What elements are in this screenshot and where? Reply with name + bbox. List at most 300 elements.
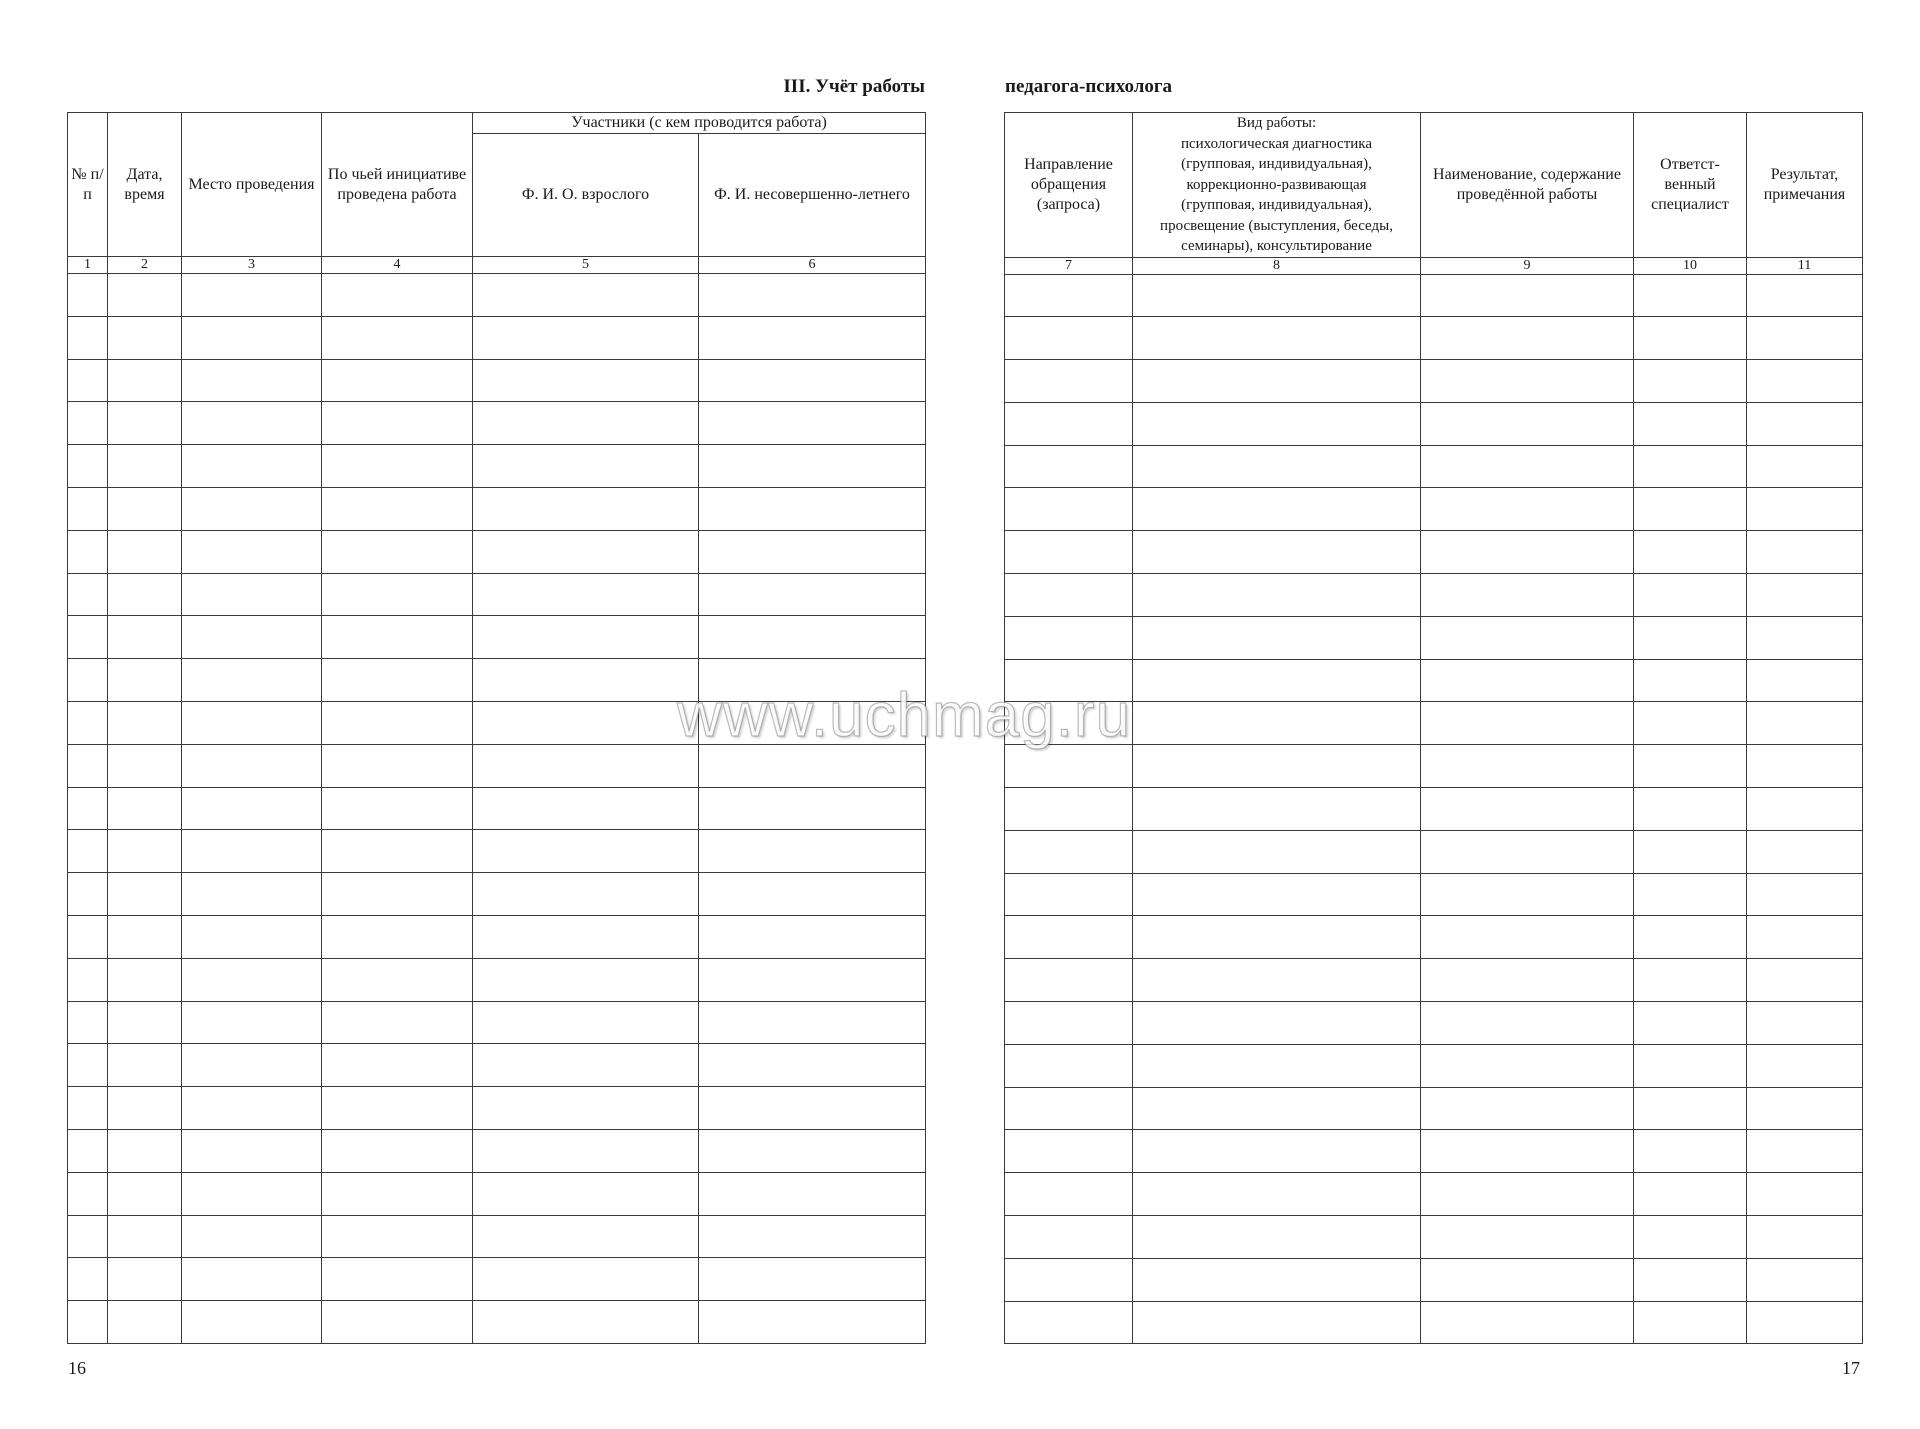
blank-cell[interactable] <box>1747 873 1863 916</box>
blank-cell[interactable] <box>1634 830 1747 873</box>
blank-cell[interactable] <box>473 830 699 873</box>
blank-cell[interactable] <box>1005 1087 1133 1130</box>
blank-cell[interactable] <box>68 958 108 1001</box>
blank-cell[interactable] <box>699 787 926 830</box>
blank-cell[interactable] <box>1634 1087 1747 1130</box>
blank-cell[interactable] <box>322 616 473 659</box>
blank-cell[interactable] <box>473 873 699 916</box>
blank-cell[interactable] <box>182 958 322 1001</box>
blank-cell[interactable] <box>1133 616 1421 659</box>
blank-cell[interactable] <box>182 1172 322 1215</box>
column-number: 10 <box>1634 257 1747 274</box>
blank-cell[interactable] <box>1005 531 1133 574</box>
blank-cell[interactable] <box>1421 1087 1634 1130</box>
blank-cell[interactable] <box>699 1129 926 1172</box>
blank-cell[interactable] <box>1005 1044 1133 1087</box>
blank-cell[interactable] <box>1005 1258 1133 1301</box>
blank-cell[interactable] <box>1634 317 1747 360</box>
blank-cell[interactable] <box>473 659 699 702</box>
blank-cell[interactable] <box>182 445 322 488</box>
blank-cell[interactable] <box>108 830 182 873</box>
blank-cell[interactable] <box>68 359 108 402</box>
blank-cell[interactable] <box>1634 1130 1747 1173</box>
blank-cell[interactable] <box>473 1087 699 1130</box>
blank-cell[interactable] <box>108 616 182 659</box>
blank-cell[interactable] <box>108 487 182 530</box>
blank-cell[interactable] <box>322 1215 473 1258</box>
blank-cell[interactable] <box>1634 1044 1747 1087</box>
blank-cell[interactable] <box>1005 788 1133 831</box>
blank-cell[interactable] <box>1634 659 1747 702</box>
blank-cell[interactable] <box>68 873 108 916</box>
blank-cell[interactable] <box>1005 274 1133 317</box>
blank-cell[interactable] <box>1421 531 1634 574</box>
blank-cell[interactable] <box>1133 317 1421 360</box>
blank-cell[interactable] <box>108 915 182 958</box>
blank-cell[interactable] <box>322 1172 473 1215</box>
blank-cell[interactable] <box>1421 659 1634 702</box>
blank-cell[interactable] <box>108 530 182 573</box>
blank-cell[interactable] <box>68 1301 108 1344</box>
blank-cell[interactable] <box>1747 659 1863 702</box>
blank-cell[interactable] <box>1421 1258 1634 1301</box>
blank-cell[interactable] <box>1133 702 1421 745</box>
blank-cell[interactable] <box>1421 788 1634 831</box>
blank-cell[interactable] <box>473 402 699 445</box>
blank-cell[interactable] <box>699 1301 926 1344</box>
blank-cell[interactable] <box>68 1001 108 1044</box>
blank-cell[interactable] <box>322 316 473 359</box>
blank-cell[interactable] <box>1421 445 1634 488</box>
column-number: 2 <box>108 257 182 274</box>
blank-cell[interactable] <box>1421 873 1634 916</box>
blank-cell[interactable] <box>473 274 699 317</box>
blank-cell[interactable] <box>699 573 926 616</box>
blank-cell[interactable] <box>108 573 182 616</box>
blank-cell[interactable] <box>68 616 108 659</box>
blank-cell[interactable] <box>1634 274 1747 317</box>
blank-cell[interactable] <box>1421 317 1634 360</box>
blank-cell[interactable] <box>1747 317 1863 360</box>
blank-cell[interactable] <box>1133 360 1421 403</box>
table-row <box>1005 1258 1863 1301</box>
blank-cell[interactable] <box>473 316 699 359</box>
blank-cell[interactable] <box>182 1001 322 1044</box>
blank-cell[interactable] <box>1005 873 1133 916</box>
blank-cell[interactable] <box>68 573 108 616</box>
blank-cell[interactable] <box>699 1215 926 1258</box>
blank-cell[interactable] <box>68 1087 108 1130</box>
blank-cell[interactable] <box>1747 616 1863 659</box>
blank-cell[interactable] <box>108 359 182 402</box>
blank-cell[interactable] <box>1133 959 1421 1002</box>
blank-cell[interactable] <box>322 1301 473 1344</box>
blank-cell[interactable] <box>322 359 473 402</box>
table-row <box>1005 317 1863 360</box>
blank-cell[interactable] <box>1634 873 1747 916</box>
blank-cell[interactable] <box>182 787 322 830</box>
blank-cell[interactable] <box>108 1172 182 1215</box>
blank-cell[interactable] <box>108 1044 182 1087</box>
table-row <box>1005 488 1863 531</box>
blank-cell[interactable] <box>1747 402 1863 445</box>
blank-cell[interactable] <box>68 744 108 787</box>
blank-cell[interactable] <box>322 573 473 616</box>
blank-cell[interactable] <box>68 445 108 488</box>
blank-cell[interactable] <box>473 616 699 659</box>
blank-cell[interactable] <box>1133 402 1421 445</box>
blank-cell[interactable] <box>322 744 473 787</box>
blank-cell[interactable] <box>473 958 699 1001</box>
blank-cell[interactable] <box>473 1215 699 1258</box>
blank-cell[interactable] <box>1421 488 1634 531</box>
page-title-left: III. Учёт работы <box>783 76 925 97</box>
blank-cell[interactable] <box>1747 916 1863 959</box>
blank-cell[interactable] <box>1747 1044 1863 1087</box>
blank-cell[interactable] <box>699 1087 926 1130</box>
blank-cell[interactable] <box>322 1087 473 1130</box>
blank-cell[interactable] <box>1747 1173 1863 1216</box>
table-row <box>68 1044 926 1087</box>
blank-cell[interactable] <box>182 530 322 573</box>
work-type-line: просвещение (выступления, беседы, <box>1160 217 1393 234</box>
blank-cell[interactable] <box>322 659 473 702</box>
blank-cell[interactable] <box>1634 1002 1747 1045</box>
blank-cell[interactable] <box>473 915 699 958</box>
blank-cell[interactable] <box>473 487 699 530</box>
blank-cell[interactable] <box>182 274 322 317</box>
blank-cell[interactable] <box>1421 1002 1634 1045</box>
blank-cell[interactable] <box>699 274 926 317</box>
blank-cell[interactable] <box>182 487 322 530</box>
blank-cell[interactable] <box>473 359 699 402</box>
blank-cell[interactable] <box>322 830 473 873</box>
table-row <box>1005 445 1863 488</box>
blank-cell[interactable] <box>182 659 322 702</box>
blank-cell[interactable] <box>473 1258 699 1301</box>
blank-cell[interactable] <box>473 1301 699 1344</box>
blank-cell[interactable] <box>1005 745 1133 788</box>
blank-cell[interactable] <box>1005 830 1133 873</box>
blank-cell[interactable] <box>699 359 926 402</box>
blank-cell[interactable] <box>699 1044 926 1087</box>
blank-cell[interactable] <box>1747 1301 1863 1344</box>
blank-cell[interactable] <box>1421 959 1634 1002</box>
blank-cell[interactable] <box>322 1001 473 1044</box>
blank-cell[interactable] <box>108 659 182 702</box>
blank-cell[interactable] <box>699 487 926 530</box>
blank-cell[interactable] <box>1005 916 1133 959</box>
table-row <box>68 359 926 402</box>
blank-cell[interactable] <box>1421 702 1634 745</box>
blank-cell[interactable] <box>473 530 699 573</box>
blank-cell[interactable] <box>473 1044 699 1087</box>
blank-cell[interactable] <box>473 701 699 744</box>
blank-cell[interactable] <box>68 1215 108 1258</box>
blank-cell[interactable] <box>1634 574 1747 617</box>
blank-cell[interactable] <box>182 873 322 916</box>
table-row <box>68 1301 926 1344</box>
blank-cell[interactable] <box>1421 1173 1634 1216</box>
blank-cell[interactable] <box>1005 488 1133 531</box>
table-row <box>1005 1301 1863 1344</box>
blank-cell[interactable] <box>68 915 108 958</box>
blank-cell[interactable] <box>1133 1216 1421 1259</box>
blank-cell[interactable] <box>699 445 926 488</box>
blank-cell[interactable] <box>182 744 322 787</box>
blank-cell[interactable] <box>108 274 182 317</box>
blank-cell[interactable] <box>68 830 108 873</box>
blank-cell[interactable] <box>1133 916 1421 959</box>
blank-cell[interactable] <box>108 1087 182 1130</box>
blank-cell[interactable] <box>68 316 108 359</box>
blank-cell[interactable] <box>68 274 108 317</box>
blank-cell[interactable] <box>1747 1258 1863 1301</box>
blank-cell[interactable] <box>68 402 108 445</box>
blank-cell[interactable] <box>1747 531 1863 574</box>
blank-cell[interactable] <box>1133 1130 1421 1173</box>
blank-cell[interactable] <box>108 701 182 744</box>
blank-cell[interactable] <box>108 1215 182 1258</box>
blank-cell[interactable] <box>322 530 473 573</box>
blank-cell[interactable] <box>1747 788 1863 831</box>
blank-cell[interactable] <box>1133 788 1421 831</box>
blank-cell[interactable] <box>1421 360 1634 403</box>
blank-cell[interactable] <box>1747 1130 1863 1173</box>
blank-cell[interactable] <box>1747 360 1863 403</box>
blank-cell[interactable] <box>699 616 926 659</box>
blank-cell[interactable] <box>322 701 473 744</box>
blank-cell[interactable] <box>1133 531 1421 574</box>
blank-cell[interactable] <box>182 701 322 744</box>
blank-cell[interactable] <box>1005 1002 1133 1045</box>
blank-cell[interactable] <box>182 830 322 873</box>
blank-cell[interactable] <box>1634 745 1747 788</box>
blank-cell[interactable] <box>473 445 699 488</box>
blank-cell[interactable] <box>108 787 182 830</box>
blank-cell[interactable] <box>68 1258 108 1301</box>
blank-cell[interactable] <box>322 915 473 958</box>
blank-cell[interactable] <box>1133 873 1421 916</box>
work-type-line: семинары), консультирование <box>1181 238 1372 254</box>
blank-cell[interactable] <box>1133 659 1421 702</box>
header-adult: Ф. И. О. взрослого <box>473 134 699 257</box>
blank-cell[interactable] <box>1005 1301 1133 1344</box>
table-row <box>68 445 926 488</box>
blank-cell[interactable] <box>699 1172 926 1215</box>
blank-cell[interactable] <box>473 1129 699 1172</box>
blank-cell[interactable] <box>322 274 473 317</box>
blank-cell[interactable] <box>1634 788 1747 831</box>
blank-cell[interactable] <box>1005 959 1133 1002</box>
work-type-line: (групповая, индивидуальная), <box>1181 197 1372 213</box>
blank-cell[interactable] <box>1747 488 1863 531</box>
blank-cell[interactable] <box>1421 402 1634 445</box>
header-responsible: Ответст-венный специалист <box>1634 113 1747 258</box>
blank-cell[interactable] <box>699 830 926 873</box>
table-row <box>1005 788 1863 831</box>
blank-cell[interactable] <box>1747 574 1863 617</box>
blank-cell[interactable] <box>108 1129 182 1172</box>
blank-cell[interactable] <box>1133 1258 1421 1301</box>
blank-cell[interactable] <box>182 402 322 445</box>
header-result: Результат, примечания <box>1747 113 1863 258</box>
blank-cell[interactable] <box>322 787 473 830</box>
blank-cell[interactable] <box>1421 1301 1634 1344</box>
blank-cell[interactable] <box>1634 531 1747 574</box>
blank-cell[interactable] <box>322 445 473 488</box>
blank-cell[interactable] <box>68 787 108 830</box>
blank-cell[interactable] <box>1634 445 1747 488</box>
blank-cell[interactable] <box>322 1258 473 1301</box>
blank-cell[interactable] <box>108 1301 182 1344</box>
blank-cell[interactable] <box>699 402 926 445</box>
header-work-type <box>1133 113 1421 258</box>
blank-cell[interactable] <box>1005 360 1133 403</box>
blank-cell[interactable] <box>1133 1301 1421 1344</box>
blank-cell[interactable] <box>322 487 473 530</box>
blank-cell[interactable] <box>108 1258 182 1301</box>
blank-cell[interactable] <box>699 873 926 916</box>
blank-cell[interactable] <box>182 1215 322 1258</box>
table-row <box>68 1215 926 1258</box>
work-type-title: Вид работы: <box>1236 115 1317 131</box>
blank-cell[interactable] <box>108 744 182 787</box>
blank-cell[interactable] <box>68 530 108 573</box>
blank-cell[interactable] <box>1133 445 1421 488</box>
blank-cell[interactable] <box>182 1044 322 1087</box>
blank-cell[interactable] <box>182 616 322 659</box>
blank-cell[interactable] <box>1634 959 1747 1002</box>
blank-cell[interactable] <box>1005 317 1133 360</box>
blank-cell[interactable] <box>1421 1216 1634 1259</box>
blank-cell[interactable] <box>1634 1173 1747 1216</box>
header-no: № п/п <box>68 113 108 257</box>
blank-cell[interactable] <box>1005 1173 1133 1216</box>
blank-cell[interactable] <box>108 873 182 916</box>
header-direction: Направление обращения (запроса) <box>1005 113 1133 258</box>
blank-cell[interactable] <box>182 316 322 359</box>
blank-cell[interactable] <box>699 1258 926 1301</box>
blank-cell[interactable] <box>108 316 182 359</box>
blank-cell[interactable] <box>699 915 926 958</box>
blank-cell[interactable] <box>1005 402 1133 445</box>
blank-cell[interactable] <box>1634 402 1747 445</box>
blank-cell[interactable] <box>108 958 182 1001</box>
blank-cell[interactable] <box>1747 1002 1863 1045</box>
blank-cell[interactable] <box>1747 745 1863 788</box>
blank-cell[interactable] <box>1634 1216 1747 1259</box>
table-row <box>68 787 926 830</box>
blank-cell[interactable] <box>1421 745 1634 788</box>
blank-cell[interactable] <box>1005 445 1133 488</box>
blank-cell[interactable] <box>1421 574 1634 617</box>
blank-cell[interactable] <box>182 359 322 402</box>
blank-cell[interactable] <box>1421 1044 1634 1087</box>
blank-cell[interactable] <box>699 958 926 1001</box>
blank-cell[interactable] <box>699 316 926 359</box>
header-initiative: По чьей инициативе проведена работа <box>322 113 473 257</box>
blank-cell[interactable] <box>473 744 699 787</box>
blank-cell[interactable] <box>68 1129 108 1172</box>
blank-cell[interactable] <box>68 1044 108 1087</box>
blank-cell[interactable] <box>322 873 473 916</box>
blank-cell[interactable] <box>322 958 473 1001</box>
table-row <box>1005 1130 1863 1173</box>
blank-cell[interactable] <box>68 659 108 702</box>
blank-cell[interactable] <box>68 1172 108 1215</box>
blank-cell[interactable] <box>182 1129 322 1172</box>
blank-cell[interactable] <box>1634 916 1747 959</box>
blank-cell[interactable] <box>182 1301 322 1344</box>
blank-cell[interactable] <box>1747 445 1863 488</box>
blank-cell[interactable] <box>108 402 182 445</box>
column-number: 7 <box>1005 257 1133 274</box>
blank-cell[interactable] <box>322 1044 473 1087</box>
blank-cell[interactable] <box>1747 959 1863 1002</box>
blank-cell[interactable] <box>1421 1130 1634 1173</box>
blank-cell[interactable] <box>1133 1087 1421 1130</box>
blank-cell[interactable] <box>182 573 322 616</box>
blank-cell[interactable] <box>1634 360 1747 403</box>
blank-cell[interactable] <box>1133 488 1421 531</box>
table-row <box>1005 402 1863 445</box>
blank-cell[interactable] <box>182 1087 322 1130</box>
blank-cell[interactable] <box>1421 274 1634 317</box>
blank-cell[interactable] <box>473 1172 699 1215</box>
blank-cell[interactable] <box>1005 1216 1133 1259</box>
blank-cell[interactable] <box>182 1258 322 1301</box>
blank-cell[interactable] <box>1747 702 1863 745</box>
blank-cell[interactable] <box>1634 1258 1747 1301</box>
blank-cell[interactable] <box>1421 616 1634 659</box>
blank-cell[interactable] <box>108 445 182 488</box>
blank-cell[interactable] <box>1747 1216 1863 1259</box>
blank-cell[interactable] <box>322 1129 473 1172</box>
blank-cell[interactable] <box>1421 830 1634 873</box>
blank-cell[interactable] <box>1005 616 1133 659</box>
blank-cell[interactable] <box>1634 616 1747 659</box>
blank-cell[interactable] <box>1133 1002 1421 1045</box>
blank-cell[interactable] <box>473 1001 699 1044</box>
blank-cell[interactable] <box>699 1001 926 1044</box>
blank-cell[interactable] <box>1005 574 1133 617</box>
blank-cell[interactable] <box>1005 1130 1133 1173</box>
blank-cell[interactable] <box>108 1001 182 1044</box>
blank-cell[interactable] <box>1634 488 1747 531</box>
blank-cell[interactable] <box>699 530 926 573</box>
blank-cell[interactable] <box>1747 274 1863 317</box>
work-type-line: коррекционно-развивающая <box>1186 176 1367 193</box>
blank-cell[interactable] <box>1133 1173 1421 1216</box>
blank-cell[interactable] <box>1133 1044 1421 1087</box>
blank-cell[interactable] <box>68 487 108 530</box>
blank-cell[interactable] <box>68 701 108 744</box>
blank-cell[interactable] <box>1747 1087 1863 1130</box>
blank-cell[interactable] <box>322 402 473 445</box>
blank-cell[interactable] <box>1421 916 1634 959</box>
blank-cell[interactable] <box>1133 830 1421 873</box>
blank-cell[interactable] <box>1133 274 1421 317</box>
blank-cell[interactable] <box>1747 830 1863 873</box>
blank-cell[interactable] <box>473 787 699 830</box>
blank-cell[interactable] <box>1634 702 1747 745</box>
blank-cell[interactable] <box>1634 1301 1747 1344</box>
blank-cell[interactable] <box>473 573 699 616</box>
blank-cell[interactable] <box>1133 745 1421 788</box>
blank-cell[interactable] <box>1133 574 1421 617</box>
blank-cell[interactable] <box>182 915 322 958</box>
